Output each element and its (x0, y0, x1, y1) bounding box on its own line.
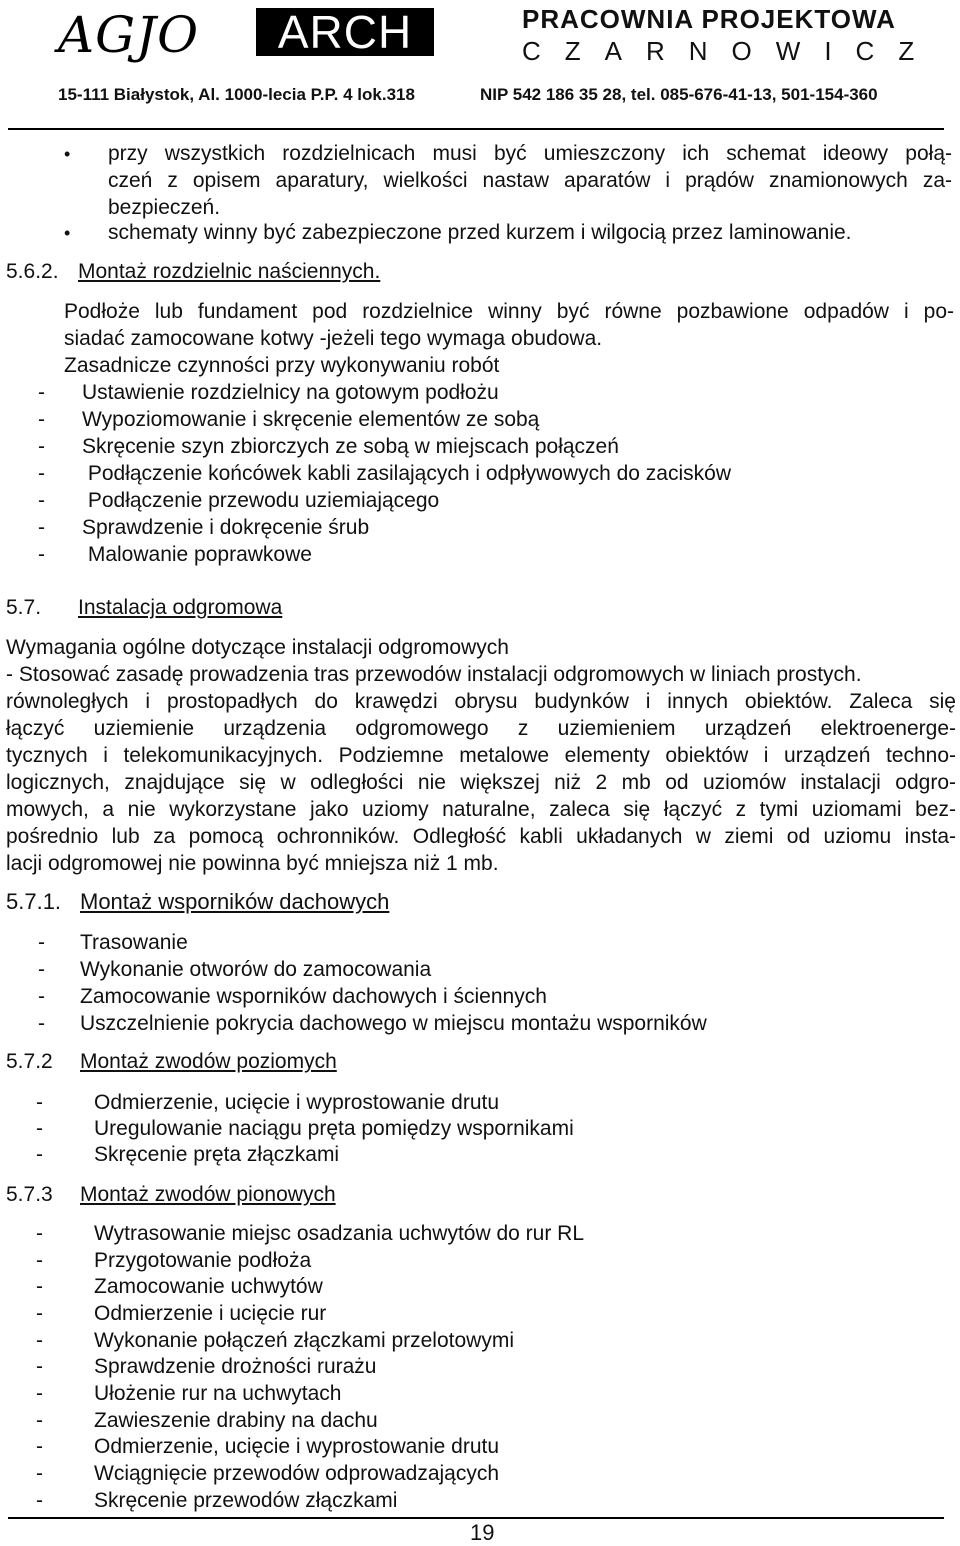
list-item: Sprawdzenie i dokręcenie śrub (82, 516, 370, 539)
list-item: Uregulowanie naciągu pręta pomiędzy wspornikami (94, 1117, 574, 1140)
footer-divider (8, 1517, 944, 1519)
list-dash: - (36, 1275, 43, 1298)
section-5-7-2-title: Montaż zwodów poziomych (80, 1050, 337, 1073)
bullet-1-line-1: przy wszystkich rozdzielnicach musi być umieszczony ich schemat ideowy połą- (108, 142, 952, 165)
list-item: Trasowanie (80, 931, 188, 954)
list-dash: - (38, 408, 45, 431)
list-dash: - (38, 958, 45, 981)
section-5-6-2-number: 5.6.2. (6, 260, 59, 283)
list-item: Podłączenie końcówek kabli zasilających i odpływowych do zacisków (82, 462, 731, 485)
list-dash: - (38, 489, 45, 512)
s57-line-8: lacji odgromowej nie powinna być mniejsza niż 1 mb. (6, 852, 499, 875)
s57-line-4: tycznych i telekomunikacyjnych. Podziemne metalowe elementy obiektów i urządzeń techno- (6, 744, 956, 767)
list-dash: - (36, 1329, 43, 1352)
bullet-1-glyph: • (64, 144, 71, 164)
list-item: Wykonanie połączeń złączkami przelotowymi (94, 1329, 514, 1352)
s57-line-3: łączyć uziemienie urządzenia odgromowego z uziemieniem urządzeń elektroenerge- (6, 717, 956, 740)
list-dash: - (36, 1409, 43, 1432)
list-item: Ułożenie rur na uchwytach (94, 1382, 342, 1405)
list-item: Wykonanie otworów do zamocowania (80, 958, 432, 981)
s57-line-7: pośrednio lub za pomocą ochronników. Odległość kabli układanych w ziemi od uziomu insta- (6, 825, 956, 848)
list-item: Podłączenie przewodu uziemiającego (82, 489, 440, 512)
s57-line-1: - Stosować zasadę prowadzenia tras przewodów instalacji odgromowych w liniach prostych. (6, 663, 862, 686)
list-dash: - (38, 543, 45, 566)
bullet-1-line-2: czeń z opisem aparatury, wielkości nastaw aparatów i prądów znamionowych za- (108, 169, 952, 192)
section-5-7-3-number: 5.7.3 (6, 1183, 53, 1206)
list-dash: - (36, 1462, 43, 1485)
section-5-6-2-title: Montaż rozdzielnic naściennych. (78, 260, 381, 283)
list-item: Odmierzenie, ucięcie i wyprostowanie drutu (94, 1091, 500, 1114)
list-dash: - (36, 1489, 43, 1512)
list-item: Sprawdzenie drożności rurażu (94, 1355, 377, 1378)
list-item: Malowanie poprawkowe (82, 543, 312, 566)
list-dash: - (36, 1355, 43, 1378)
list-dash: - (38, 516, 45, 539)
list-dash: - (36, 1249, 43, 1272)
list-item: Zamocowanie wsporników dachowych i ściennych (80, 985, 547, 1008)
list-dash: - (36, 1143, 43, 1166)
section-5-7-number: 5.7. (6, 596, 42, 619)
header-divider (8, 128, 944, 130)
section-5-7-2-number: 5.7.2 (6, 1050, 53, 1073)
studio-owner: CZARNOWICZ (522, 36, 939, 66)
list-item: Wciągnięcie przewodów odprowadzających (94, 1462, 500, 1485)
section-5-7-1-number: 5.7.1. (6, 889, 62, 914)
list-item: Uszczelnienie pokrycia dachowego w miejscu montażu wsporników (80, 1012, 707, 1035)
list-dash: - (38, 931, 45, 954)
list-dash: - (38, 1012, 45, 1035)
list-item: Skręcenie przewodów złączkami (94, 1489, 398, 1512)
bullet-2-glyph: • (64, 223, 71, 243)
s57-heading: Wymagania ogólne dotyczące instalacji odgromowych (6, 636, 509, 659)
list-item: Ustawienie rozdzielnicy na gotowym podłożu (82, 381, 499, 404)
list-item: Zamocowanie uchwytów (94, 1275, 323, 1298)
list-item: Zawieszenie drabiny na dachu (94, 1409, 378, 1432)
studio-name: PRACOWNIA PROJEKTOWA (522, 4, 896, 34)
section-5-7-3-title: Montaż zwodów pionowych (80, 1183, 336, 1206)
list-item: Skręcenie szyn zbiorczych ze sobą w miejscach połączeń (82, 435, 619, 458)
list-item: Wypoziomowanie i skręcenie elementów ze sobą (82, 408, 540, 431)
list-dash: - (36, 1435, 43, 1458)
section-5-7-1-title: Montaż wsporników dachowych (80, 889, 390, 914)
list-dash: - (36, 1222, 43, 1245)
list-dash: - (38, 985, 45, 1008)
s57-line-5: logicznych, znajdujące się w odległości nie większej niż 2 mb od uziomów instalacji odgro- (6, 771, 956, 794)
list-dash: - (36, 1302, 43, 1325)
list-item: Odmierzenie, ucięcie i wyprostowanie drutu (94, 1435, 500, 1458)
logo-arch: ARCH (256, 8, 434, 56)
logo-agjo: AGJO (58, 6, 200, 64)
section-5-7-title: Instalacja odgromowa (78, 596, 283, 619)
list-item: Skręcenie pręta złączkami (94, 1143, 340, 1166)
list-dash: - (38, 435, 45, 458)
list-dash: - (36, 1091, 43, 1114)
bullet-2-text: schematy winny być zabezpieczone przed kurzem i wilgocią przez laminowanie. (108, 221, 852, 244)
list-dash: - (38, 462, 45, 485)
company-address: 15-111 Białystok, Al. 1000-lecia P.P. 4 lok.318 (58, 85, 415, 104)
s57-line-2: równoległych i prostopadłych do krawędzi obrysu budynków i innych obiektów. Zaleca się (6, 690, 956, 713)
company-contact: NIP 542 186 35 28, tel. 085-676-41-13, 501-154-360 (480, 85, 878, 104)
s562-paragraph-1-line-1: Podłoże lub fundament pod rozdzielnice winny być równe pozbawione odpadów i po- (64, 300, 954, 323)
s57-line-6: mowych, a nie wykorzystane jako uziomy naturalne, zaleca się łączyć z tymi uziomami bez- (6, 798, 956, 821)
list-dash: - (38, 381, 45, 404)
list-item: Odmierzenie i ucięcie rur (94, 1302, 327, 1325)
s562-paragraph-2: Zasadnicze czynności przy wykonywaniu robót (64, 354, 500, 377)
page-number: 19 (470, 1520, 495, 1545)
s562-paragraph-1-line-2: siadać zamocowane kotwy -jeżeli tego wymaga obudowa. (64, 327, 603, 350)
list-item: Przygotowanie podłoża (94, 1249, 312, 1272)
list-dash: - (36, 1382, 43, 1405)
list-dash: - (36, 1117, 43, 1140)
bullet-1-line-3: bezpieczeń. (108, 196, 221, 219)
list-item: Wytrasowanie miejsc osadzania uchwytów do rur RL (94, 1222, 585, 1245)
